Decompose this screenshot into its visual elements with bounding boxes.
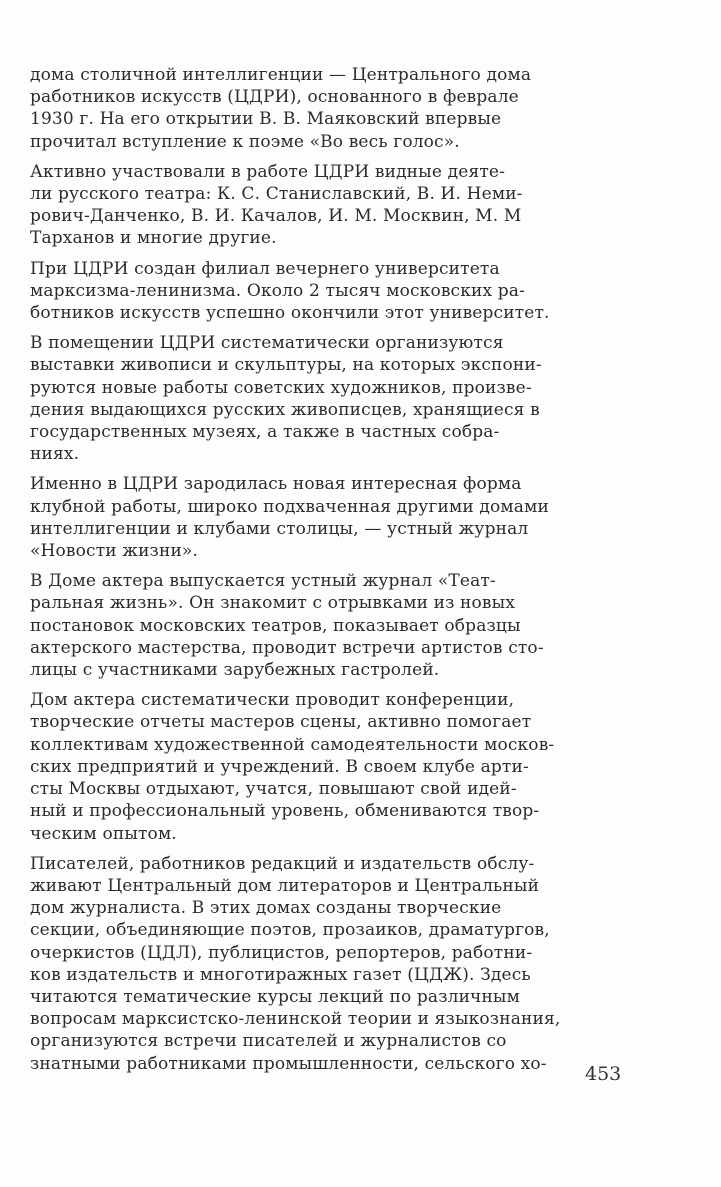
paragraph [30,473,620,562]
paragraph [30,64,620,153]
text-line: ниях. [30,444,80,465]
text-line: Дом актера систематически проводит конференции, [30,690,515,711]
text-line: Тарханов и многие другие. [30,228,277,249]
text-line: живают Центральный дом литераторов и Центральный [30,875,540,896]
text-line: вопросам марксистско-ленинской теории и языкознания, [30,1009,561,1030]
text-line: дома столичной интеллигенции — Центрального дома [30,65,532,85]
text-line: Именно в ЦДРИ зародилась новая интересная форма [30,474,522,495]
text-line: актерского мастерства, проводит встречи артистов сто- [30,637,544,658]
text-line: творческие отчеты мастеров сцены, активно помогает [30,712,532,733]
text-line: ков издательств и многотиражных газет (ЦДЖ). Здесь [30,964,531,985]
text-line: знатными работниками промышленности, сельского хо- [30,1053,547,1074]
text-line: 1930 г. На его открытии В. В. Маяковский впервые [30,109,502,130]
paragraph [30,570,620,681]
text-line: В Доме актера выпускается устный журнал «Теат- [30,571,496,592]
text-line: ный и профессиональный уровень, обмениваются твор- [30,801,540,822]
text-line: «Новости жизни». [30,541,199,562]
paragraph [30,689,620,844]
text-line: коллективам художественной самодеятельности москов- [30,734,555,755]
text-line: дения выдающихся русских живописцев, хранящиеся в [30,399,540,420]
text-line: постановок московских театров, показывает образцы [30,615,521,636]
paragraph [30,332,620,465]
text-line: очеркистов (ЦДЛ), публицистов, репортеров, работни- [30,942,533,963]
text-line: Писателей, работников редакций и издательств обслу- [30,853,535,874]
text-line: клубной работы, широко подхваченная другими домами [30,496,549,517]
text-line: прочитал вступление к поэме «Во весь голос». [30,131,460,152]
text-line: секции, объединяющие поэтов, прозаиков, драматургов, [30,920,550,941]
paragraph [30,853,620,1075]
text-line: работников искусств (ЦДРИ), основанного в феврале [30,87,519,108]
text-line: читаются тематические курсы лекций по различным [30,986,520,1007]
text-line: руются новые работы советских художников, произве- [30,377,532,398]
text-line: государственных музеях, а также в частных собра- [30,422,500,443]
text-line: организуются встречи писателей и журналистов со [30,1031,507,1052]
text-line: лицы с участниками зарубежных гастролей. [30,660,440,681]
text-line: интеллигенции и клубами столицы, — устный журнал [30,518,529,539]
text-line: ральная жизнь». Он знакомит с отрывками из новых [30,593,516,614]
paragraph [30,161,620,250]
text-line: ботников искусств успешно окончили этот университет. [30,303,550,324]
text-line: марксизма-ленинизма. Около 2 тысяч московских ра- [30,280,525,301]
text-line: ских предприятий и учреждений. В своем клубе арти- [30,756,529,777]
text-line: При ЦДРИ создан филиал вечернего университета [30,258,500,279]
text-line: ли русского театра: К. С. Станиславский, В. И. Неми- [30,184,523,205]
text-line: дом журналиста. В этих домах созданы творческие [30,898,502,919]
text-line: выставки живописи и скульптуры, на которых экспони- [30,355,542,376]
text-line: рович-Данченко, В. И. Качалов, И. М. Москвин, М. М [30,206,522,227]
text-line: Активно участвовали в работе ЦДРИ видные деяте- [30,161,505,182]
text-line: В помещении ЦДРИ систематически организуются [30,333,504,354]
page-number: 453 [585,1063,622,1085]
text-line: ческим опытом. [30,823,177,844]
paragraph [30,258,620,325]
text-line: сты Москвы отдыхают, учатся, повышают свой идей- [30,779,517,800]
body-text [30,64,620,1083]
